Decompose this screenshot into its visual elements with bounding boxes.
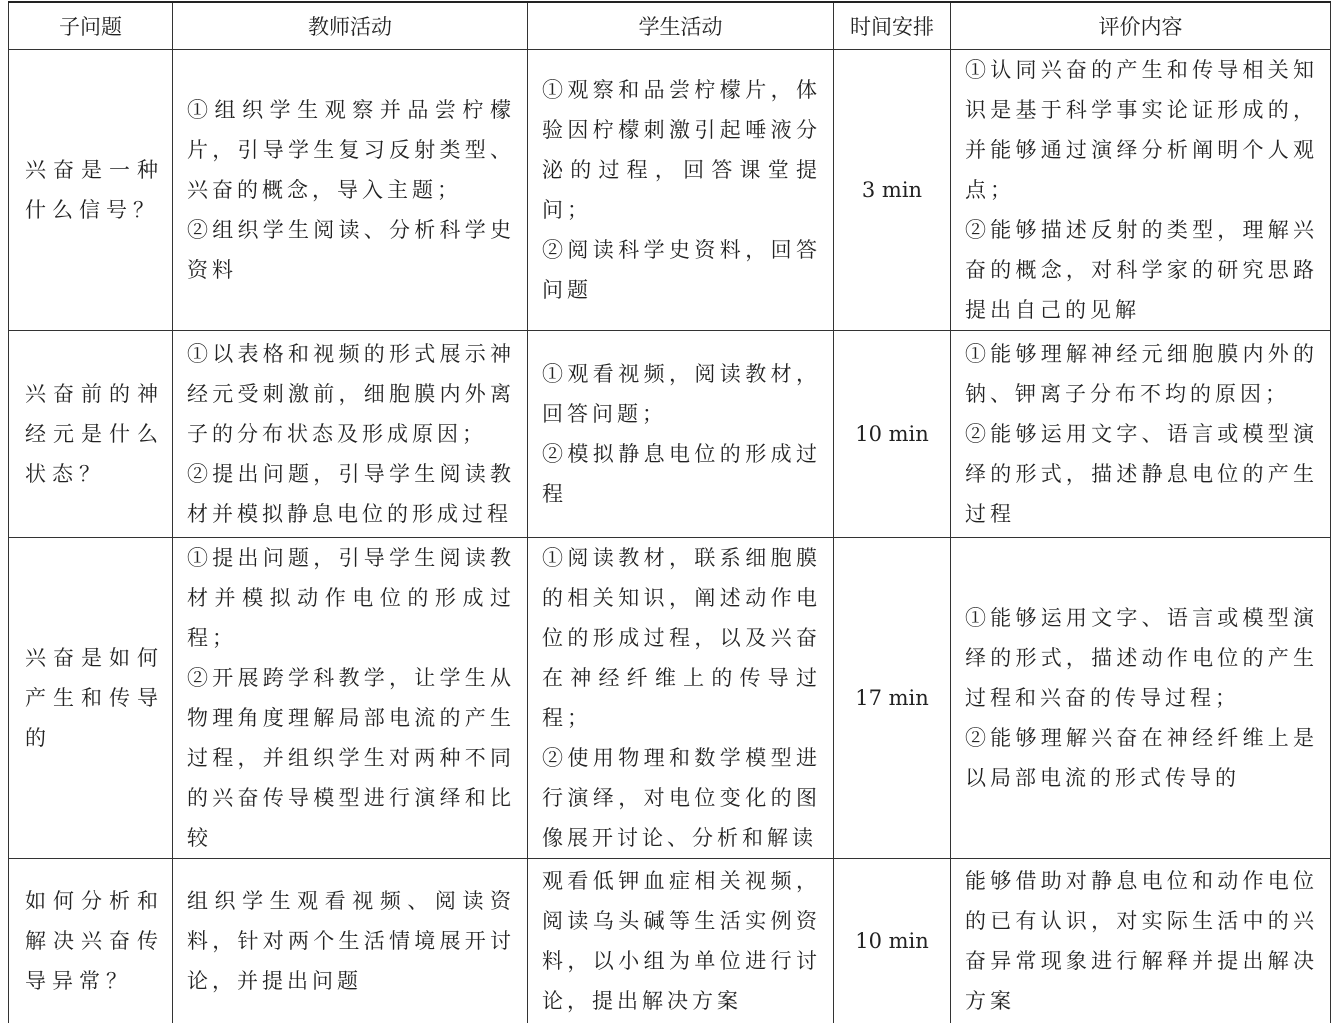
- evaluation-item: ①认同兴奋的产生和传导相关知识是基于科学事实论证形成的，并能够通过演绎分析阐明个人观点；: [965, 50, 1318, 210]
- student-activity-item: 观看低钾血症相关视频，阅读乌头碱等生活实例资料，以小组为单位进行讨论，提出解决方案: [542, 861, 821, 1021]
- evaluation-cell: [951, 538, 1331, 859]
- time-text: 17 min: [834, 686, 950, 710]
- teacher-activity-cell: [173, 538, 528, 859]
- subquestion-cell: [9, 50, 173, 331]
- teacher-activity-item: ②组织学生阅读、分析科学史资料: [187, 210, 515, 290]
- student-activity-item: ①观察和品尝柠檬片，体验因柠檬刺激引起唾液分泌的过程，回答课堂提问；: [542, 70, 821, 230]
- student-activity-cell: [528, 50, 834, 331]
- subquestion-text: 兴奋前的神经元是什么状态？: [25, 374, 164, 494]
- student-activity-cell: [528, 859, 834, 1023]
- student-activity-cell: [528, 538, 834, 859]
- evaluation-cell: [951, 50, 1331, 331]
- subquestion-text: 兴奋是一种什么信号？: [25, 150, 164, 230]
- evaluation-item: ②能够理解兴奋在神经纤维上是以局部电流的形式传导的: [965, 718, 1318, 798]
- header-evaluation: 评价内容: [951, 2, 1331, 50]
- evaluation-item: ①能够运用文字、语言或模型演绎的形式，描述动作电位的产生过程和兴奋的传导过程；: [965, 598, 1318, 718]
- table-row: [9, 538, 1331, 859]
- evaluation-item: 能够借助对静息电位和动作电位的已有认识，对实际生活中的兴奋异常现象进行解释并提出解决方案: [965, 861, 1318, 1021]
- teacher-activity-item: 组织学生观看视频、阅读资料，针对两个生活情境展开讨论，并提出问题: [187, 881, 515, 1001]
- evaluation-item: ②能够运用文字、语言或模型演绎的形式，描述静息电位的产生过程: [965, 414, 1318, 534]
- teacher-activity-cell: [173, 331, 528, 538]
- subquestion-text: 兴奋是如何产生和传导的: [25, 638, 164, 758]
- time-text: 10 min: [834, 422, 950, 446]
- table-row: [9, 50, 1331, 331]
- teacher-activity-cell: [173, 859, 528, 1023]
- header-row: [9, 2, 1331, 50]
- evaluation-cell: [951, 331, 1331, 538]
- student-activity-item: ②使用物理和数学模型进行演绎，对电位变化的图像展开讨论、分析和解读: [542, 738, 821, 858]
- evaluation-cell: [951, 859, 1331, 1023]
- time-text: 3 min: [834, 178, 950, 202]
- header-teacher-activity: 教师活动: [173, 2, 528, 50]
- time-text: 10 min: [834, 929, 950, 953]
- teacher-activity-item: ①组织学生观察并品尝柠檬片，引导学生复习反射类型、兴奋的概念，导入主题；: [187, 90, 515, 210]
- evaluation-item: ①能够理解神经元细胞膜内外的钠、钾离子分布不均的原因；: [965, 334, 1318, 414]
- subquestion-text: 如何分析和解决兴奋传导异常？: [25, 881, 164, 1001]
- table-row: [9, 859, 1331, 1023]
- time-cell: [834, 50, 951, 331]
- student-activity-item: ①观看视频，阅读教材，回答问题；: [542, 354, 821, 434]
- subquestion-cell: [9, 859, 173, 1023]
- subquestion-cell: [9, 538, 173, 859]
- header-student-activity: 学生活动: [528, 2, 834, 50]
- teacher-activity-item: ①提出问题，引导学生阅读教材并模拟动作电位的形成过程；: [187, 538, 515, 658]
- header-time: 时间安排: [834, 2, 951, 50]
- teacher-activity-cell: [173, 50, 528, 331]
- time-cell: [834, 331, 951, 538]
- student-activity-item: ②模拟静息电位的形成过程: [542, 434, 821, 514]
- table-row: [9, 331, 1331, 538]
- header-subquestion: 子问题: [9, 2, 173, 50]
- teacher-activity-item: ②提出问题，引导学生阅读教材并模拟静息电位的形成过程: [187, 454, 515, 534]
- lesson-plan-table: [8, 1, 1331, 1023]
- teacher-activity-item: ①以表格和视频的形式展示神经元受刺激前，细胞膜内外离子的分布状态及形成原因；: [187, 334, 515, 454]
- time-cell: [834, 859, 951, 1023]
- student-activity-item: ①阅读教材，联系细胞膜的相关知识，阐述动作电位的形成过程，以及兴奋在神经纤维上的传导过程；: [542, 538, 821, 738]
- subquestion-cell: [9, 331, 173, 538]
- student-activity-cell: [528, 331, 834, 538]
- teacher-activity-item: ②开展跨学科教学，让学生从物理角度理解局部电流的产生过程，并组织学生对两种不同的兴奋传导模型进行演绎和比较: [187, 658, 515, 858]
- student-activity-item: ②阅读科学史资料，回答问题: [542, 230, 821, 310]
- time-cell: [834, 538, 951, 859]
- evaluation-item: ②能够描述反射的类型，理解兴奋的概念，对科学家的研究思路提出自己的见解: [965, 210, 1318, 330]
